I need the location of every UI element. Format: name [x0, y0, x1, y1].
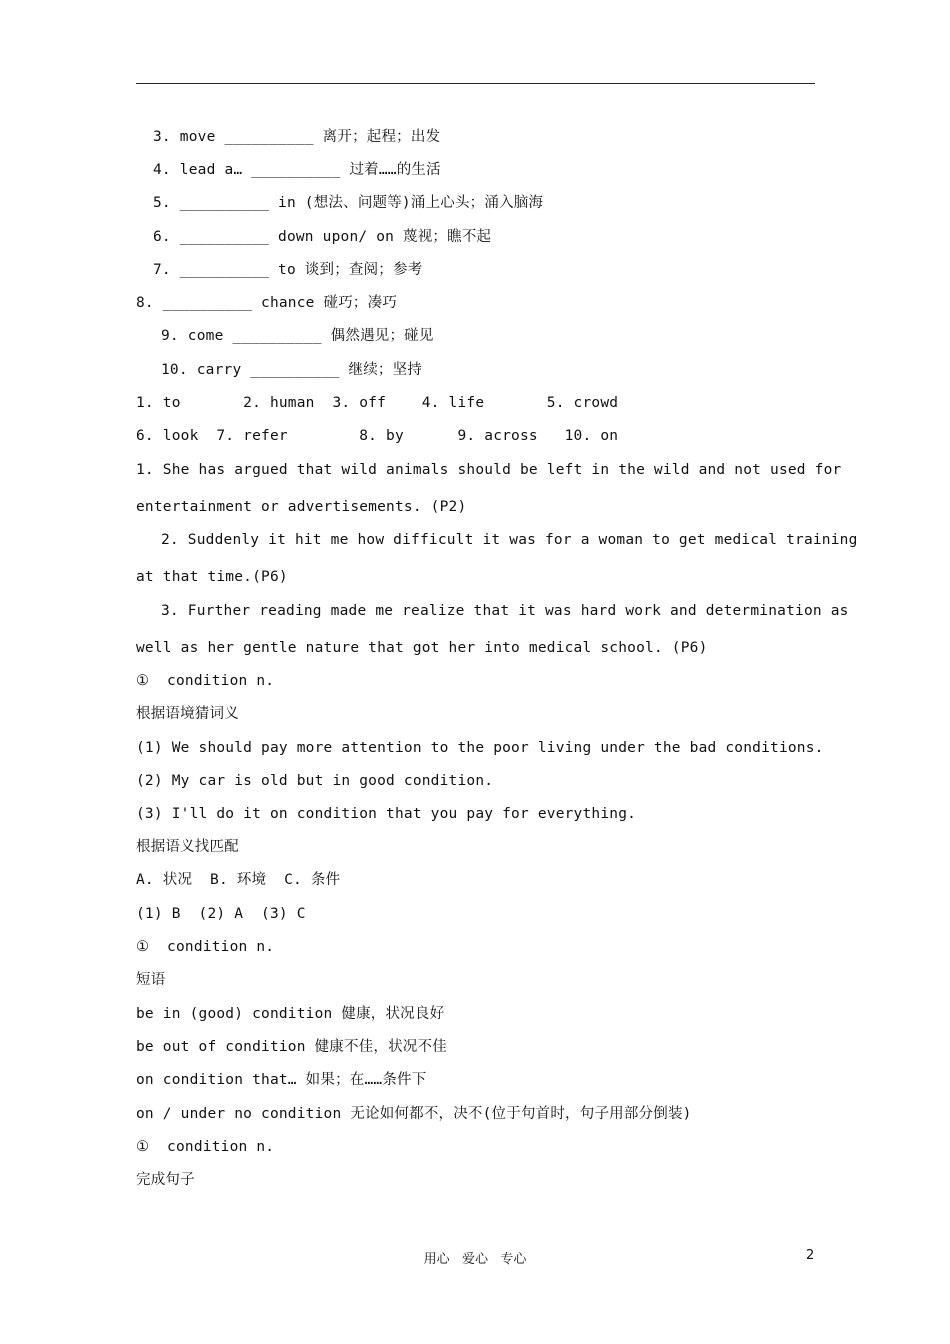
match-options: A. 状况 B. 环境 C. 条件	[136, 872, 341, 888]
vocab-item-4: 4. lead a… __________ 过着……的生活	[153, 162, 441, 178]
phrase-2: be out of condition 健康不佳，状况不佳	[136, 1039, 447, 1055]
answer-row-2: 6. look 7. refer 8. by 9. across 10. on	[136, 428, 619, 444]
example-3: (3) I'll do it on condition that you pay for everything.	[136, 806, 637, 822]
vocab-item-8: 8. __________ chance 碰巧；凑巧	[136, 295, 398, 311]
sentence-3-line-2: well as her gentle nature that got her into medical school. (P6)	[136, 640, 708, 656]
vocab-item-5: 5. __________ in (想法、问题等)涌上心头；涌入脑海	[153, 195, 544, 211]
page-number: 2	[806, 1248, 815, 1263]
phrase-1: be in (good) condition 健康，状况良好	[136, 1006, 445, 1022]
match-answers: (1) B (2) A (3) C	[136, 906, 306, 922]
phrase-4: on / under no condition 无论如何都不，决不(位于句首时，句子用部分倒装)	[136, 1106, 692, 1122]
header-rule	[136, 83, 815, 84]
phrase-3: on condition that… 如果；在……条件下	[136, 1072, 427, 1088]
sentence-3-line-1: 3. Further reading made me realize that it was hard work and determination as	[161, 603, 849, 619]
section-heading-guess: 根据语境猜词义	[136, 706, 239, 722]
example-1: (1) We should pay more attention to the poor living under the bad conditions.	[136, 740, 824, 756]
vocab-item-6: 6. __________ down upon/ on 蔑视；瞧不起	[153, 229, 492, 245]
section-heading-match: 根据语义找匹配	[136, 839, 239, 855]
vocab-item-10: 10. carry __________ 继续；坚持	[161, 362, 423, 378]
sentence-1-line-2: entertainment or advertisements. (P2)	[136, 499, 467, 515]
word-heading: ① condition n.	[136, 939, 275, 955]
sentence-1-line-1: 1. She has argued that wild animals should be left in the wild and not used for	[136, 462, 842, 478]
vocab-item-3: 3. move __________ 离开；起程；出发	[153, 129, 441, 145]
word-heading: ① condition n.	[136, 673, 275, 689]
word-heading: ① condition n.	[136, 1139, 275, 1155]
section-heading-phrases: 短语	[136, 972, 166, 988]
sentence-2-line-1: 2. Suddenly it hit me how difficult it was for a woman to get medical training	[161, 532, 858, 548]
vocab-item-9: 9. come __________ 偶然遇见；碰见	[161, 328, 434, 344]
example-2: (2) My car is old but in good condition.	[136, 773, 494, 789]
page-footer: 用心 爱心 专心	[423, 1252, 527, 1267]
section-heading-complete: 完成句子	[136, 1172, 195, 1188]
answer-row-1: 1. to 2. human 3. off 4. life 5. crowd	[136, 395, 619, 411]
vocab-item-7: 7. __________ to 谈到；查阅；参考	[153, 262, 423, 278]
sentence-2-line-2: at that time.(P6)	[136, 569, 288, 585]
